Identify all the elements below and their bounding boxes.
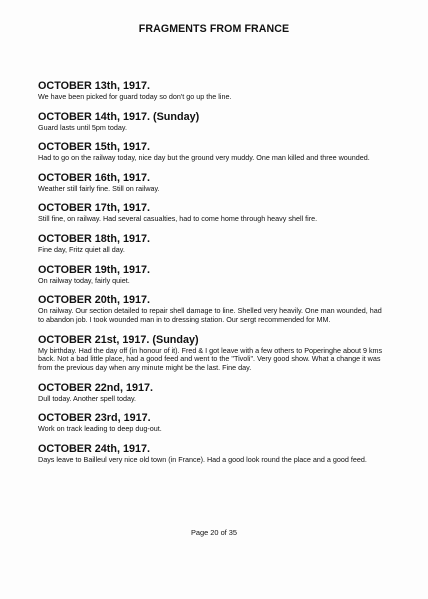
entry-date: OCTOBER 14th, 1917. (Sunday): [38, 110, 200, 123]
diary-entry: [38, 382, 388, 404]
diary-entry: [38, 172, 388, 194]
entry-date: OCTOBER 17th, 1917.: [38, 202, 151, 215]
entry-text: Work on track leading to deep dug-out.: [38, 424, 162, 434]
entry-text: Days leave to Bailleul very nice old town (in France). Had a good look round the place and a good feed.: [38, 454, 367, 464]
entry-date: OCTOBER 23rd, 1917.: [38, 412, 151, 425]
entry-text: On railway. Our section detailed to repair shell damage to line. Shelled very heavily. One man wounded, had to abandon job. I took wounded man in to dressing station. Our sergt recommended for MM.: [38, 306, 382, 324]
diary-entry: [38, 294, 388, 325]
entry-date: OCTOBER 24th, 1917.: [38, 442, 151, 455]
page-title: FRAGMENTS FROM FRANCE: [138, 23, 290, 35]
page-number: Page 20 of 35: [190, 528, 238, 537]
entry-date: OCTOBER 18th, 1917.: [38, 232, 151, 245]
entry-text: Guard lasts until 5pm today.: [38, 122, 127, 132]
entry-date: OCTOBER 22nd, 1917.: [38, 381, 154, 394]
diary-entry: [38, 202, 388, 224]
entry-text: Had to go on the railway today, nice day but the ground very muddy. One man killed and three wounded.: [38, 153, 370, 163]
entry-text: My birthday. Had the day off (in honour of it). Fred & I got leave with a few others to Poperinghe about 9 kms back. Not a bad little place, had a good feed and went to the "Tivoli". Very good show. What a change it was from the previous day when any minute might be the last. Fine day.: [38, 345, 383, 373]
entry-text: Dull today. Another spell today.: [38, 393, 137, 403]
entry-date: OCTOBER 13th, 1917.: [38, 80, 151, 92]
entry-date: OCTOBER 19th, 1917.: [38, 263, 151, 276]
entry-date: OCTOBER 16th, 1917.: [38, 171, 151, 184]
diary-entry: [38, 233, 388, 255]
diary-entry: [38, 412, 388, 434]
diary-entry: [38, 80, 388, 102]
diary-entry: [38, 334, 388, 373]
diary-entries: [38, 80, 388, 474]
diary-entry: [38, 264, 388, 286]
entry-date: OCTOBER 21st, 1917. (Sunday): [38, 333, 199, 346]
entry-text: On railway today, fairly quiet.: [38, 275, 130, 285]
entry-date: OCTOBER 20th, 1917.: [38, 294, 151, 307]
diary-entry: [38, 111, 388, 133]
entry-text: We have been picked for guard today so don't go up the line.: [38, 92, 232, 101]
entry-text: Weather still fairly fine. Still on railway.: [38, 183, 160, 193]
entry-text: Still fine, on railway. Had several casualties, had to come home through heavy shell fire.: [38, 214, 318, 224]
diary-entry: [38, 141, 388, 163]
entry-text: Fine day, Fritz quiet all day.: [38, 244, 125, 254]
diary-entry: [38, 443, 388, 465]
entry-date: OCTOBER 15th, 1917.: [38, 141, 151, 154]
